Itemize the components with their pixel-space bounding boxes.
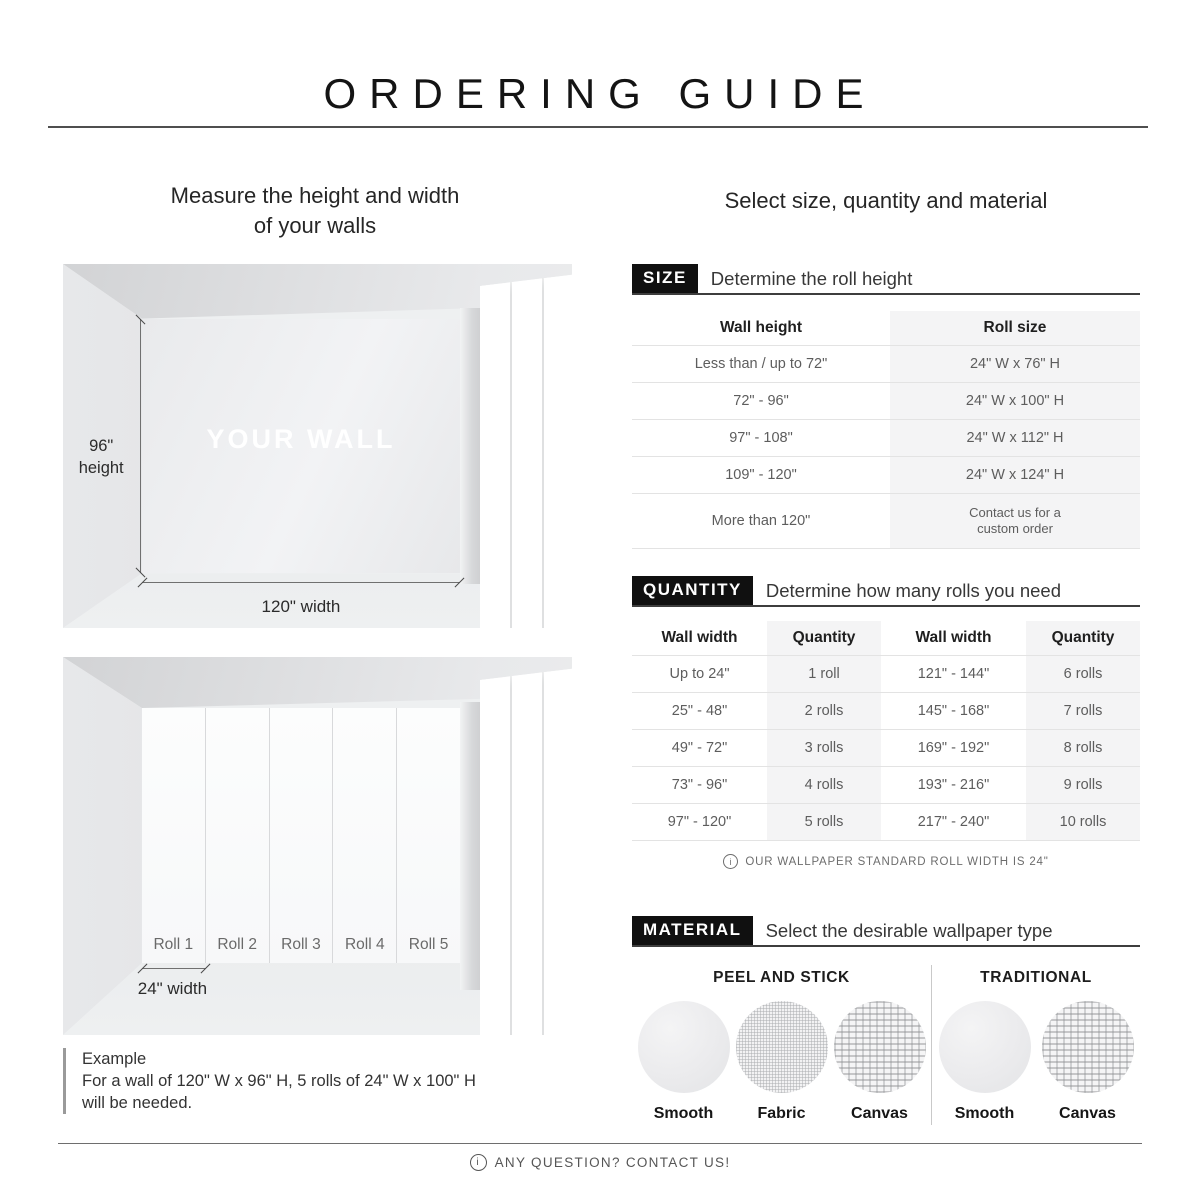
footer-text: ANY QUESTION? CONTACT US! bbox=[494, 1155, 731, 1170]
quantity-subtitle: Determine how many rolls you need bbox=[765, 579, 1062, 601]
roll-label: Roll 2 bbox=[217, 936, 257, 954]
quantity-table-header-row bbox=[632, 621, 1140, 655]
material-group-peel-and-stick bbox=[632, 961, 931, 1125]
quantity-cell: 3 rolls bbox=[767, 730, 881, 766]
wall-width-cell: 25" - 48" bbox=[671, 703, 728, 719]
swatch-smooth bbox=[939, 1001, 1031, 1123]
size-table-row bbox=[632, 493, 1140, 548]
your-wall-label: YOUR WALL bbox=[206, 424, 396, 455]
swatch-row bbox=[638, 1001, 926, 1123]
wall-width-cell: 145" - 168" bbox=[917, 703, 990, 719]
quantity-section-header bbox=[632, 576, 1140, 607]
left-heading-line2: of your walls bbox=[253, 213, 377, 238]
wall-height-cell: Less than / up to 72" bbox=[694, 356, 828, 372]
size-col-roll-size: Roll size bbox=[890, 311, 1140, 345]
wall-width-cell: 49" - 72" bbox=[671, 740, 728, 756]
quantity-table-row bbox=[632, 803, 1140, 840]
height-label bbox=[63, 435, 139, 479]
material-badge: MATERIAL bbox=[632, 916, 753, 945]
quantity-col-header: Quantity bbox=[1026, 621, 1140, 655]
roll-width-dimension-line bbox=[142, 968, 206, 969]
size-table-row bbox=[632, 382, 1140, 419]
quantity-table-row bbox=[632, 655, 1140, 692]
roll-label: Roll 4 bbox=[344, 936, 385, 954]
example-block bbox=[63, 1048, 562, 1114]
size-table-row bbox=[632, 419, 1140, 456]
window bbox=[480, 272, 572, 628]
quantity-table bbox=[632, 621, 1140, 841]
material-group-traditional bbox=[932, 961, 1140, 1125]
roll-panel bbox=[333, 708, 397, 963]
roll-panel bbox=[270, 708, 334, 963]
roll-size-cell: 24" W x 112" H bbox=[890, 420, 1140, 456]
example-line1: For a wall of 120" W x 96" H, 5 rolls of 24" W x 100" H bbox=[82, 1072, 476, 1090]
wall-height-cell: More than 120" bbox=[711, 513, 811, 529]
material-section bbox=[632, 916, 1140, 1125]
material-section-header bbox=[632, 916, 1140, 947]
page-title: ORDERING GUIDE bbox=[323, 70, 877, 118]
roll-size-cell: 24" W x 124" H bbox=[890, 457, 1140, 493]
quantity-badge: QUANTITY bbox=[632, 576, 753, 605]
quantity-cell: 9 rolls bbox=[1026, 767, 1140, 803]
wall-width-cell: 193" - 216" bbox=[917, 777, 990, 793]
smooth-texture-icon bbox=[638, 1001, 730, 1093]
roll-size-cell: Contact us for a custom order bbox=[890, 494, 1140, 548]
wall-width-cell: 217" - 240" bbox=[917, 814, 990, 830]
swatch-canvas bbox=[834, 1001, 926, 1123]
canvas-texture-icon bbox=[834, 1001, 926, 1093]
example-title: Example bbox=[82, 1050, 147, 1068]
roll-panels bbox=[142, 708, 460, 963]
roll-panel bbox=[142, 708, 206, 963]
material-group-name: PEEL AND STICK bbox=[713, 969, 850, 986]
height-value: 96" bbox=[89, 437, 114, 456]
quantity-cell: 5 rolls bbox=[767, 804, 881, 840]
quantity-col-header: Quantity bbox=[767, 621, 881, 655]
size-section-header bbox=[632, 264, 1140, 295]
canvas-texture-icon bbox=[1042, 1001, 1134, 1093]
window bbox=[480, 666, 572, 1035]
title-divider bbox=[48, 126, 1148, 128]
quantity-cell: 7 rolls bbox=[1026, 693, 1140, 729]
quantity-col-header: Wall width bbox=[661, 629, 738, 646]
size-badge: SIZE bbox=[632, 264, 698, 293]
size-table bbox=[632, 311, 1140, 549]
roll-label: Roll 1 bbox=[153, 936, 194, 954]
quantity-cell: 4 rolls bbox=[767, 767, 881, 803]
roll-label: Roll 5 bbox=[408, 936, 449, 954]
material-subtitle: Select the desirable wallpaper type bbox=[765, 919, 1053, 941]
size-table-row bbox=[632, 345, 1140, 382]
roll-width-note bbox=[632, 854, 1140, 869]
material-group-name: TRADITIONAL bbox=[980, 969, 1092, 986]
quantity-cell: 2 rolls bbox=[767, 693, 881, 729]
swatch-label: Smooth bbox=[954, 1105, 1015, 1122]
size-table-header-row bbox=[632, 311, 1140, 345]
roll-size-cell: 24" W x 100" H bbox=[890, 383, 1140, 419]
left-column-heading bbox=[60, 181, 570, 241]
wall-height-cell: 72" - 96" bbox=[733, 393, 789, 409]
wall-height-cell: 97" - 108" bbox=[729, 430, 793, 446]
width-label: 120" width bbox=[261, 597, 341, 617]
wall-width-cell: 73" - 96" bbox=[671, 777, 728, 793]
window-column bbox=[460, 308, 480, 585]
height-dimension-line bbox=[140, 319, 141, 574]
swatch-smooth bbox=[638, 1001, 730, 1123]
roll-panel bbox=[206, 708, 270, 963]
window-column bbox=[460, 702, 480, 989]
roll-panel bbox=[397, 708, 460, 963]
width-dimension-line bbox=[142, 582, 460, 583]
swatch-label: Canvas bbox=[1059, 1105, 1116, 1122]
size-subtitle: Determine the roll height bbox=[710, 267, 913, 289]
roll-width-label: 24" width bbox=[137, 979, 208, 999]
room-illustration-rolls bbox=[63, 657, 572, 1035]
right-column-heading: Select size, quantity and material bbox=[724, 188, 1048, 213]
quantity-section bbox=[632, 576, 1140, 869]
material-groups bbox=[632, 961, 1140, 1125]
example-line2: will be needed. bbox=[82, 1094, 193, 1112]
quantity-cell: 1 roll bbox=[767, 656, 881, 692]
info-icon bbox=[723, 854, 738, 869]
size-section bbox=[632, 264, 1140, 549]
roll-size-cell: 24" W x 76" H bbox=[890, 346, 1140, 382]
height-word: height bbox=[78, 459, 124, 478]
quantity-cell: 8 rolls bbox=[1026, 730, 1140, 766]
swatch-row bbox=[939, 1001, 1134, 1123]
swatch-fabric bbox=[736, 1001, 828, 1123]
wall-width-cell: 169" - 192" bbox=[917, 740, 990, 756]
wall-width-cell: 97" - 120" bbox=[667, 814, 732, 830]
footer bbox=[0, 1154, 1200, 1171]
size-table-row bbox=[632, 456, 1140, 493]
quantity-cell: 6 rolls bbox=[1026, 656, 1140, 692]
wall-width-cell: Up to 24" bbox=[669, 666, 730, 682]
room-illustration-measure bbox=[63, 264, 572, 628]
quantity-cell: 10 rolls bbox=[1026, 804, 1140, 840]
note-text: OUR WALLPAPER STANDARD ROLL WIDTH IS 24" bbox=[745, 855, 1049, 868]
footer-divider bbox=[58, 1143, 1142, 1144]
size-col-wall-height: Wall height bbox=[719, 319, 803, 336]
swatch-label: Canvas bbox=[851, 1105, 908, 1122]
info-icon bbox=[470, 1154, 487, 1171]
swatch-label: Fabric bbox=[757, 1105, 806, 1122]
quantity-col-header: Wall width bbox=[915, 629, 992, 646]
quantity-table-row bbox=[632, 766, 1140, 803]
left-heading-line1: Measure the height and width bbox=[170, 183, 460, 208]
smooth-texture-icon bbox=[939, 1001, 1031, 1093]
quantity-table-row bbox=[632, 729, 1140, 766]
fabric-texture-icon bbox=[736, 1001, 828, 1093]
quantity-table-row bbox=[632, 692, 1140, 729]
wall-width-cell: 121" - 144" bbox=[917, 666, 990, 682]
wall-height-cell: 109" - 120" bbox=[725, 467, 797, 483]
swatch-canvas bbox=[1042, 1001, 1134, 1123]
roll-label: Roll 3 bbox=[281, 936, 321, 954]
swatch-label: Smooth bbox=[653, 1105, 714, 1122]
